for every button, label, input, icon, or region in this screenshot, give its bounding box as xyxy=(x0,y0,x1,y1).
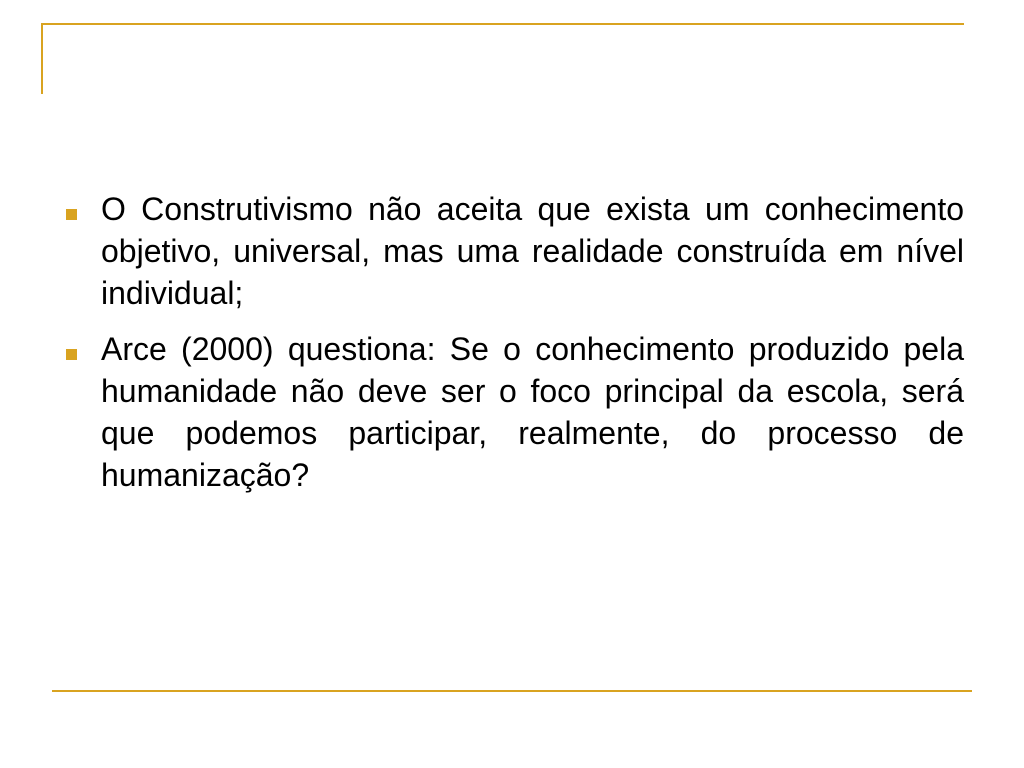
bottom-frame-line xyxy=(52,690,972,692)
top-frame-line xyxy=(41,23,964,25)
bullet-list xyxy=(62,188,964,497)
left-frame-line xyxy=(41,23,43,94)
slide-content xyxy=(62,188,964,510)
bullet-text: O Construtivismo não aceita que exista um conhecimento objetivo, universal, mas uma realidade construída em nível individual; xyxy=(101,191,964,312)
square-bullet-icon xyxy=(66,209,77,220)
bullet-item xyxy=(62,188,964,315)
bullet-text: Arce (2000) questiona: Se o conhecimento produzido pela humanidade não deve ser o foco principal da escola, será que podemos participar, realmente, do processo de humanização? xyxy=(101,330,964,494)
square-bullet-icon xyxy=(66,349,77,360)
bullet-item xyxy=(62,328,964,497)
